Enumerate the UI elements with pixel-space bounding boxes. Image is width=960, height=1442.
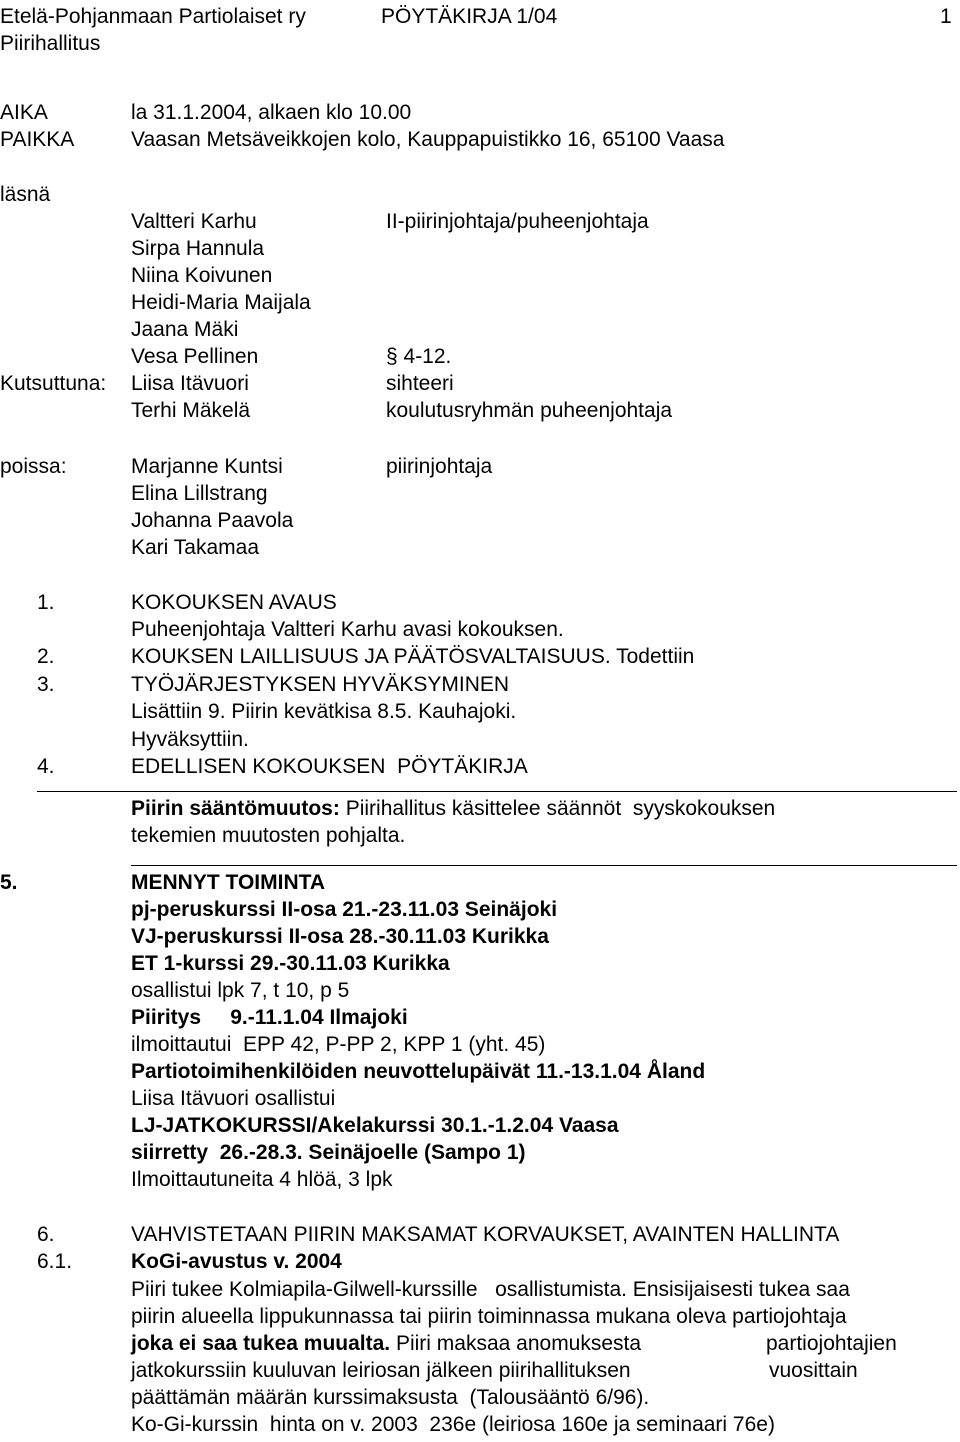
item-title: TYÖJÄRJESTYKSEN HYVÄKSYMINEN (131, 673, 510, 696)
absent-name: Marjanne Kuntsi (131, 455, 283, 478)
item-title: MENNYT TOIMINTA (131, 871, 326, 894)
item-number: 1. (37, 591, 55, 614)
present-label: läsnä (0, 183, 51, 206)
present-name: Niina Koivunen (131, 264, 273, 287)
document-title: PÖYTÄKIRJA 1/04 (381, 5, 558, 28)
invited-role: koulutusryhmän puheenjohtaja (386, 399, 673, 422)
item-text: piirin alueella lippukunnassa tai piirin toiminnassa mukana oleva partiojohtaja (131, 1305, 847, 1328)
event-line: Ilmoittautuneita 4 hlöä, 3 lpk (131, 1168, 393, 1191)
item-title: KOKOUKSEN AVAUS (131, 591, 337, 614)
invited-name: Terhi Mäkelä (131, 399, 251, 422)
invited-name: Liisa Itävuori (131, 372, 249, 395)
event-line: ET 1-kurssi 29.-30.11.03 Kurikka (131, 952, 450, 975)
item-number: 5. (0, 871, 18, 894)
item-text: partiojohtajien (766, 1332, 897, 1355)
present-name: Heidi-Maria Maijala (131, 291, 311, 314)
invited-role: sihteeri (386, 372, 454, 395)
event-line: VJ-peruskurssi II-osa 28.-30.11.03 Kurikka (131, 925, 549, 948)
aika-value: la 31.1.2004, alkaen klo 10.00 (131, 101, 412, 124)
plain-text: Piiri maksaa anomuksesta (390, 1332, 642, 1355)
event-line: Liisa Itävuori osallistui (131, 1087, 336, 1110)
item-note (131, 796, 775, 822)
item-number: 3. (37, 673, 55, 696)
item-number: 2. (37, 645, 55, 668)
absent-role: piirinjohtaja (386, 455, 493, 478)
event-line: Piiritys 9.-11.1.04 Ilmajoki (131, 1006, 408, 1029)
horizontal-rule (131, 865, 957, 866)
event-line: osallistui lpk 7, t 10, p 5 (131, 979, 350, 1002)
item-title: EDELLISEN KOKOUKSEN PÖYTÄKIRJA (131, 755, 528, 778)
present-name: Vesa Pellinen (131, 345, 259, 368)
item-text: vuosittain (769, 1359, 858, 1382)
item-text: Lisättiin 9. Piirin kevätkisa 8.5. Kauhajoki. (131, 700, 517, 723)
item-text: Hyväksyttiin. (131, 728, 249, 751)
item-title: VAHVISTETAAN PIIRIN MAKSAMAT KORVAUKSET, AVAINTEN HALLINTA (131, 1223, 840, 1246)
item-number: 6. (37, 1223, 55, 1246)
item-note-text: tekemien muutosten pohjalta. (131, 824, 406, 847)
present-name: Valtteri Karhu (131, 210, 257, 233)
item-text: jatkokurssiin kuuluvan leiriosan jälkeen piirihallituksen (131, 1359, 631, 1382)
horizontal-rule (37, 791, 957, 792)
note-bold: Piirin sääntömuutos: (131, 797, 340, 820)
event-line: ilmoittautui EPP 42, P-PP 2, KPP 1 (yht. 45) (131, 1033, 546, 1056)
event-line: siirretty 26.-28.3. Seinäjoelle (Sampo 1) (131, 1141, 526, 1164)
item-number: 6.1. (37, 1250, 73, 1273)
org-name: Etelä-Pohjanmaan Partiolaiset ry (0, 5, 306, 28)
present-role: II-piirinjohtaja/puheenjohtaja (386, 210, 649, 233)
org-board: Piirihallitus (0, 32, 101, 55)
item-text: Ko-Gi-kurssin hinta on v. 2003 236e (leiriosa 160e ja seminaari 76e) (131, 1413, 775, 1436)
section-reference: § 4-12. (386, 345, 452, 368)
absent-name: Johanna Paavola (131, 509, 294, 532)
present-name: Jaana Mäki (131, 318, 239, 341)
page-number: 1 (940, 5, 952, 28)
item-text (131, 1331, 641, 1357)
aika-label: AIKA (0, 101, 48, 124)
emphasis-text: joka ei saa tukea muualta. (131, 1332, 391, 1355)
item-number: 4. (37, 755, 55, 778)
item-title: KoGi-avustus v. 2004 (131, 1250, 342, 1273)
absent-name: Kari Takamaa (131, 536, 260, 559)
item-text: Puheenjohtaja Valtteri Karhu avasi kokouksen. (131, 618, 564, 641)
item-title: KOUKSEN LAILLISUUS JA PÄÄTÖSVALTAISUUS. Todettiin (131, 645, 695, 668)
event-line: LJ-JATKOKURSSI/Akelakurssi 30.1.-1.2.04 Vaasa (131, 1114, 619, 1137)
absent-name: Elina Lillstrang (131, 482, 268, 505)
note-text: Piirihallitus käsittelee säännöt syyskokouksen (339, 797, 776, 820)
present-name: Sirpa Hannula (131, 237, 265, 260)
paikka-value: Vaasan Metsäveikkojen kolo, Kauppapuistikko 16, 65100 Vaasa (131, 128, 725, 151)
item-text: päättämän määrän kurssimaksusta (Talousääntö 6/96). (131, 1386, 650, 1409)
event-line: pj-peruskurssi II-osa 21.-23.11.03 Seinäjoki (131, 898, 558, 921)
item-text: Piiri tukee Kolmiapila-Gilwell-kurssille osallistumista. Ensisijaisesti tukea saa (131, 1278, 850, 1301)
invited-label: Kutsuttuna: (0, 372, 107, 395)
absent-label: poissa: (0, 455, 67, 478)
event-line: Partiotoimihenkilöiden neuvottelupäivät 11.-13.1.04 Åland (131, 1060, 706, 1083)
paikka-label: PAIKKA (0, 128, 75, 151)
